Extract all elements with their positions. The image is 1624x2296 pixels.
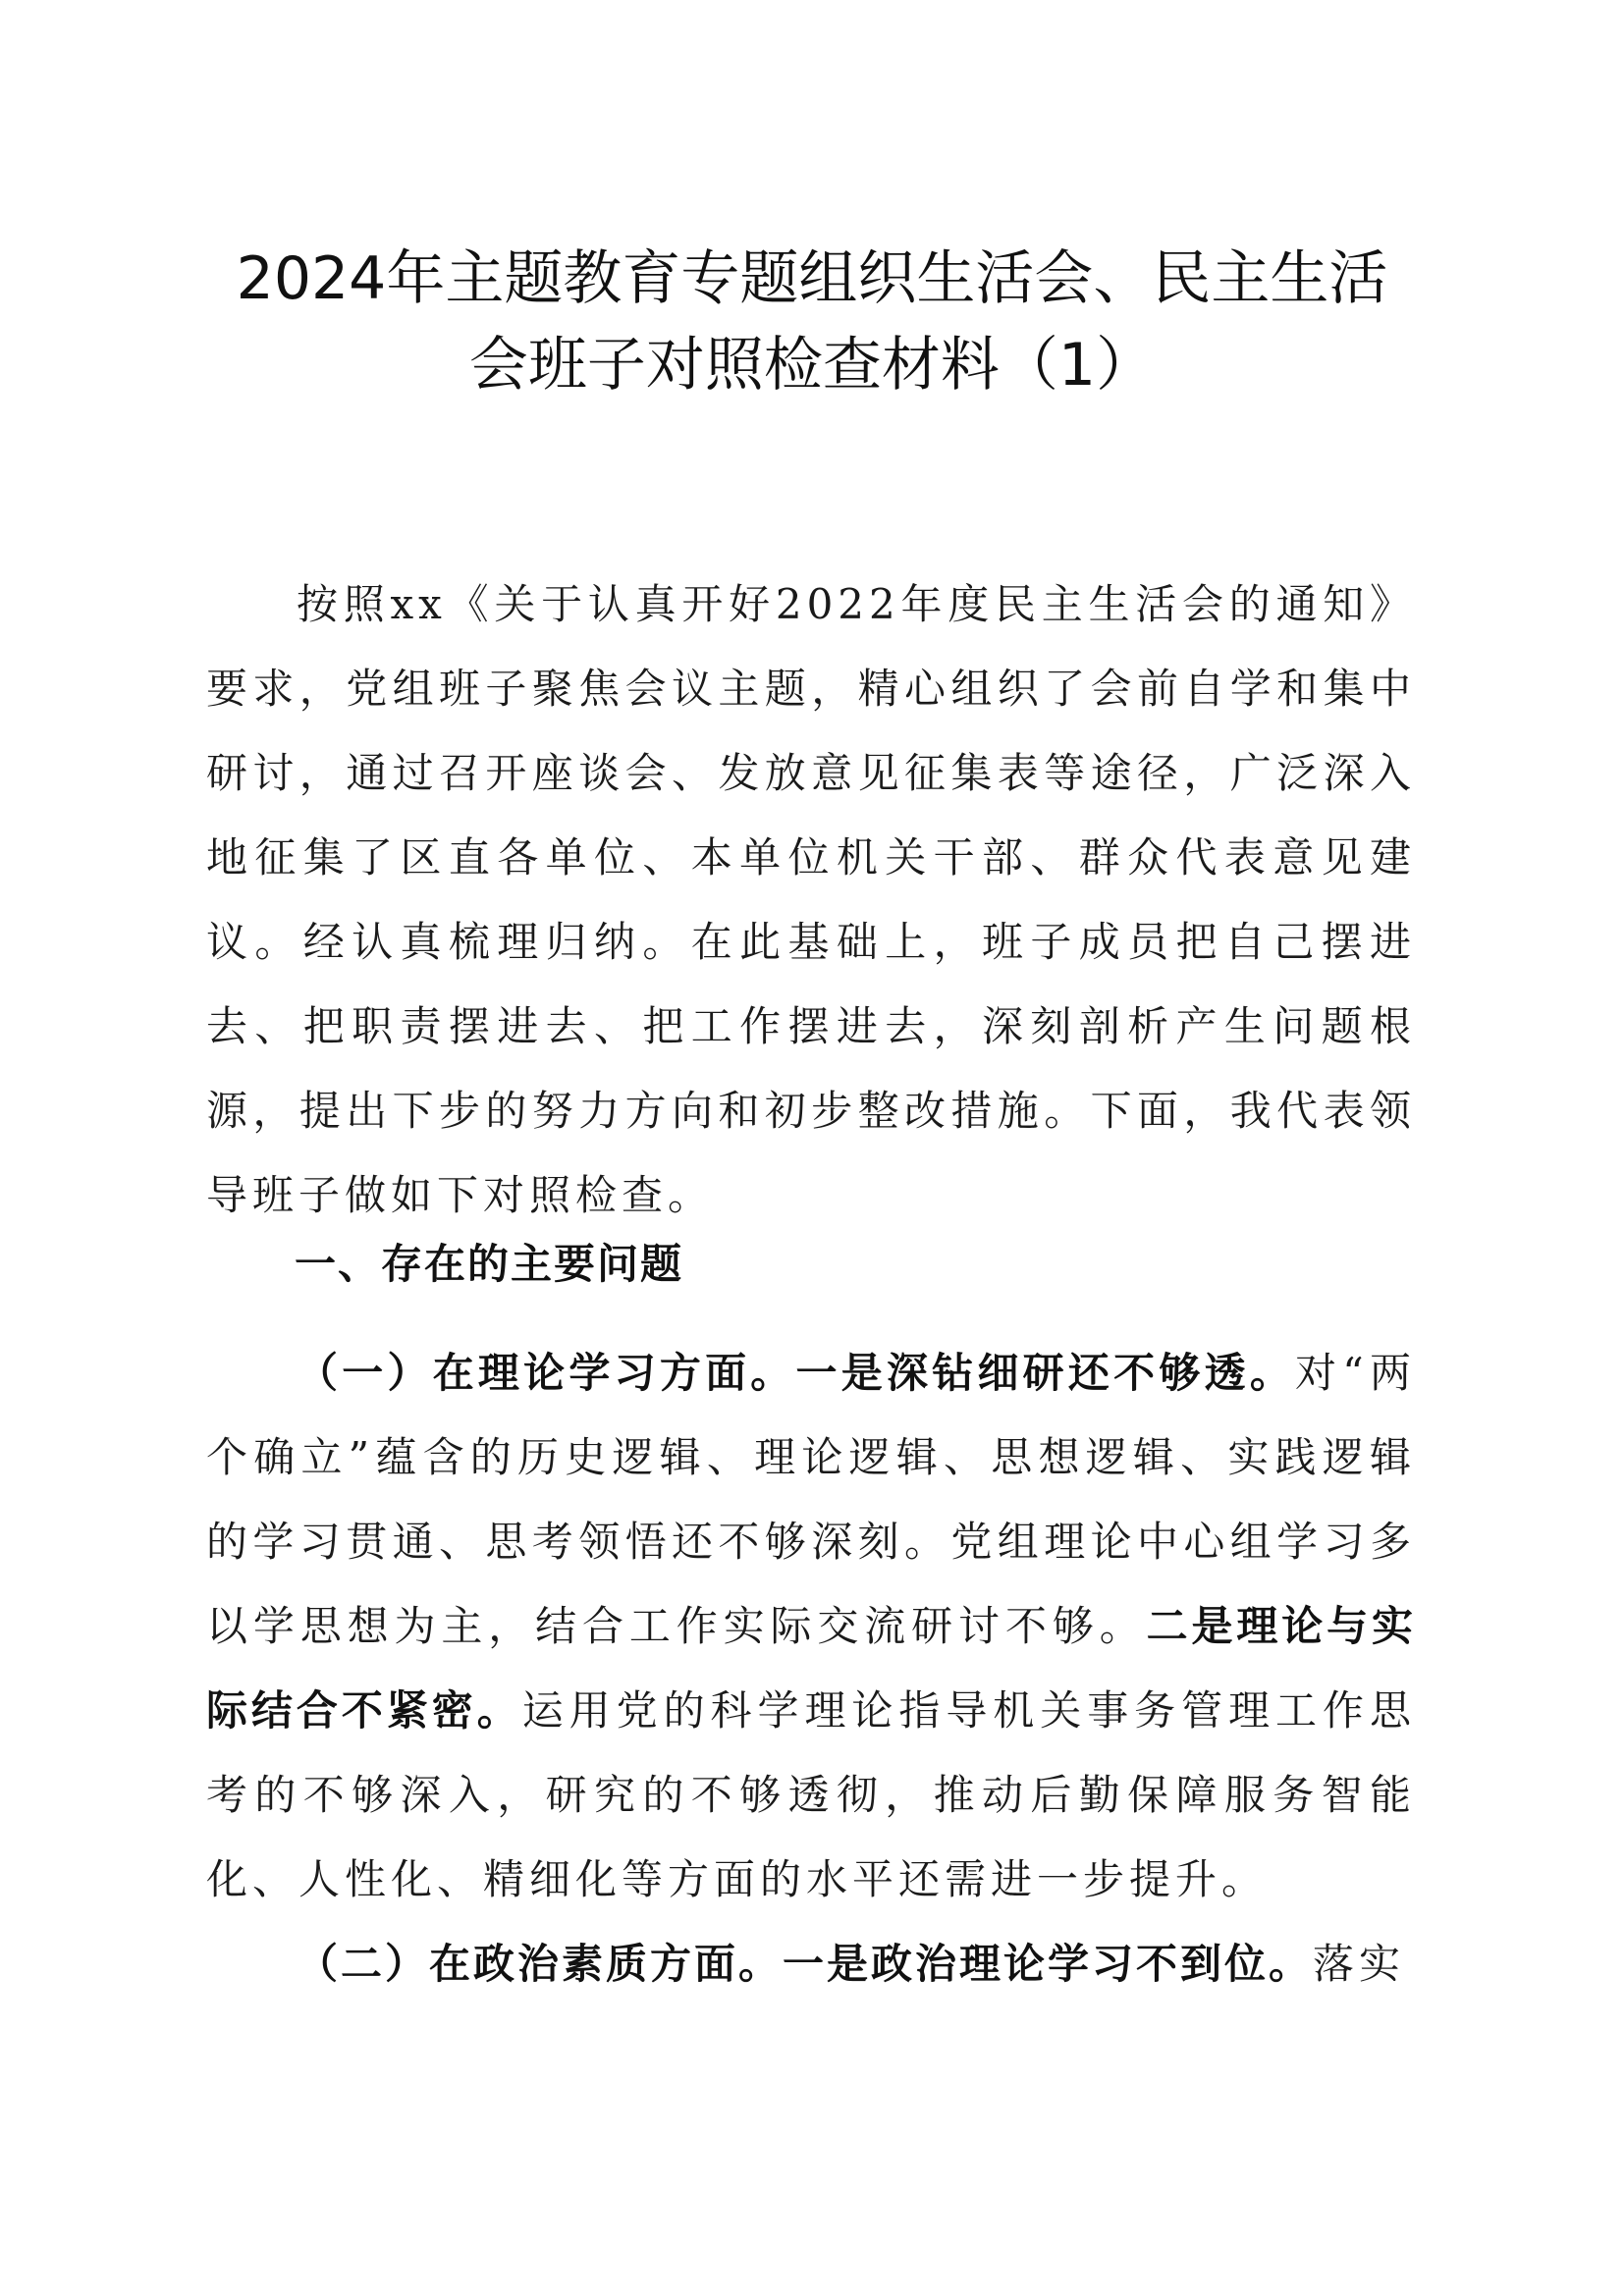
- intro-paragraph-block: [206, 562, 1416, 1238]
- item-2-block: [206, 1922, 1416, 2006]
- item-1-text-a: 对“两个确立”蕴含的历史逻辑、理论逻辑、思想逻辑、实践逻辑的学习贯通、思考领悟还不够深刻。党组理论中心组学习多以学思想为主，结合工作实际交流研讨不够。: [206, 1349, 1416, 1650]
- item-1-text-b: 运用党的科学理论指导机关事务管理工作思考的不够深入，研究的不够透彻，推动后勤保障服务智能化、人性化、精细化等方面的水平还需进一步提升。: [206, 1686, 1416, 1903]
- item-1-bold-lead: （一）在理论学习方面。一是深钻细研还不够透。: [297, 1349, 1296, 1397]
- item-1-block: [206, 1331, 1416, 1922]
- item-2-paragraph: [206, 1922, 1416, 2006]
- intro-paragraph: 按照xx《关于认真开好2022年度民主生活会的通知》要求，党组班子聚焦会议主题，精心组织了会前自学和集中研讨，通过召开座谈会、发放意见征集表等途径，广泛深入地征集了区直各单位、本单位机关干部、群众代表意见建议。经认真梳理归纳。在此基础上，班子成员把自己摆进去、把职责摆进去、把工作摆进去，深刻剖析产生问题根源，提出下步的努力方向和初步整改措施。下面，我代表领导班子做如下对照检查。: [206, 580, 1416, 1219]
- item-2-text-a: 落实: [1313, 1940, 1406, 1988]
- item-2-bold-lead: （二）在政治素质方面。一是政治理论学习不到位。: [297, 1940, 1314, 1988]
- document-title: [147, 236, 1477, 408]
- item-1-paragraph: [206, 1331, 1416, 1922]
- section-heading: 一、存在的主要问题: [295, 1240, 684, 1288]
- item-1-bold-mid: 二是理论与实际结合不紧密。: [206, 1602, 1416, 1735]
- title-line-2: 会班子对照检查材料（1）: [468, 331, 1156, 400]
- title-line-1: 2024年主题教育专题组织生活会、民主生活: [236, 244, 1388, 313]
